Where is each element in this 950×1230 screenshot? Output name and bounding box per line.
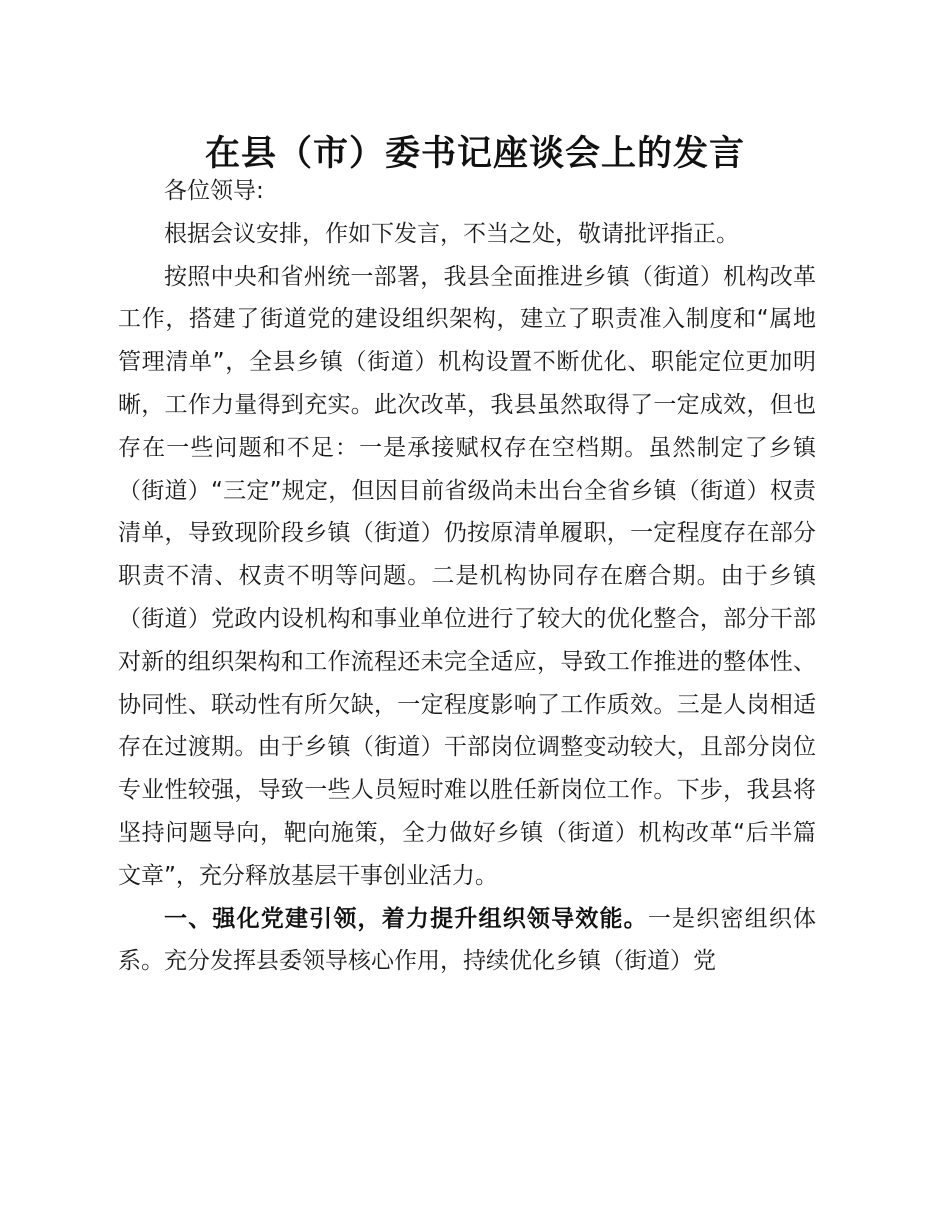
salutation: 各位领导:	[164, 178, 264, 204]
document-title: 在县（市）委书记座谈会上的发言	[204, 133, 745, 174]
intro-paragraph: 根据会议安排，作如下发言，不当之处，敬请批评指正。	[164, 220, 739, 247]
section-1-heading: 一、强化党建引领，着力提升组织领导效能。	[164, 905, 648, 932]
document-body	[118, 170, 816, 983]
section-1-text: 一是织密组织体系。充分发挥县委领导核心作用，持续优化乡镇（街道）党	[118, 905, 817, 975]
section-1-paragraph	[118, 898, 816, 984]
main-paragraph: 按照中央和省州统一部署，我县全面推进乡镇（街道）机构改革工作，搭建了街道党的建设组织架构，建立了职责准入制度和“属地管理清单”，全县乡镇（街道）机构设置不断优化、职能定位更加明晰，工作力量得到充实。此次改革，我县虽然取得了一定成效，但也存在一些问题和不足：一是承接赋权存在空档期。虽然制定了乡镇（街道）“三定”规定，但因目前省级尚未出台全省乡镇（街道）权责清单，导致现阶段乡镇（街道）仍按原清单履职，一定程度存在部分职责不清、权责不明等问题。二是机构协同存在磨合期。由于乡镇（街道）党政内设机构和事业单位进行了较大的优化整合，部分干部对新的组织架构和工作流程还未完全适应，导致工作推进的整体性、协同性、联动性有所欠缺，一定程度影响了工作质效。三是人岗相适存在过渡期。由于乡镇（街道）干部岗位调整变动较大，且部分岗位专业性较强，导致一些人员短时难以胜任新岗位工作。下步，我县将坚持问题导向，靶向施策，全力做好乡镇（街道）机构改革“后半篇文章”，充分释放基层干事创业活力。	[118, 263, 816, 889]
